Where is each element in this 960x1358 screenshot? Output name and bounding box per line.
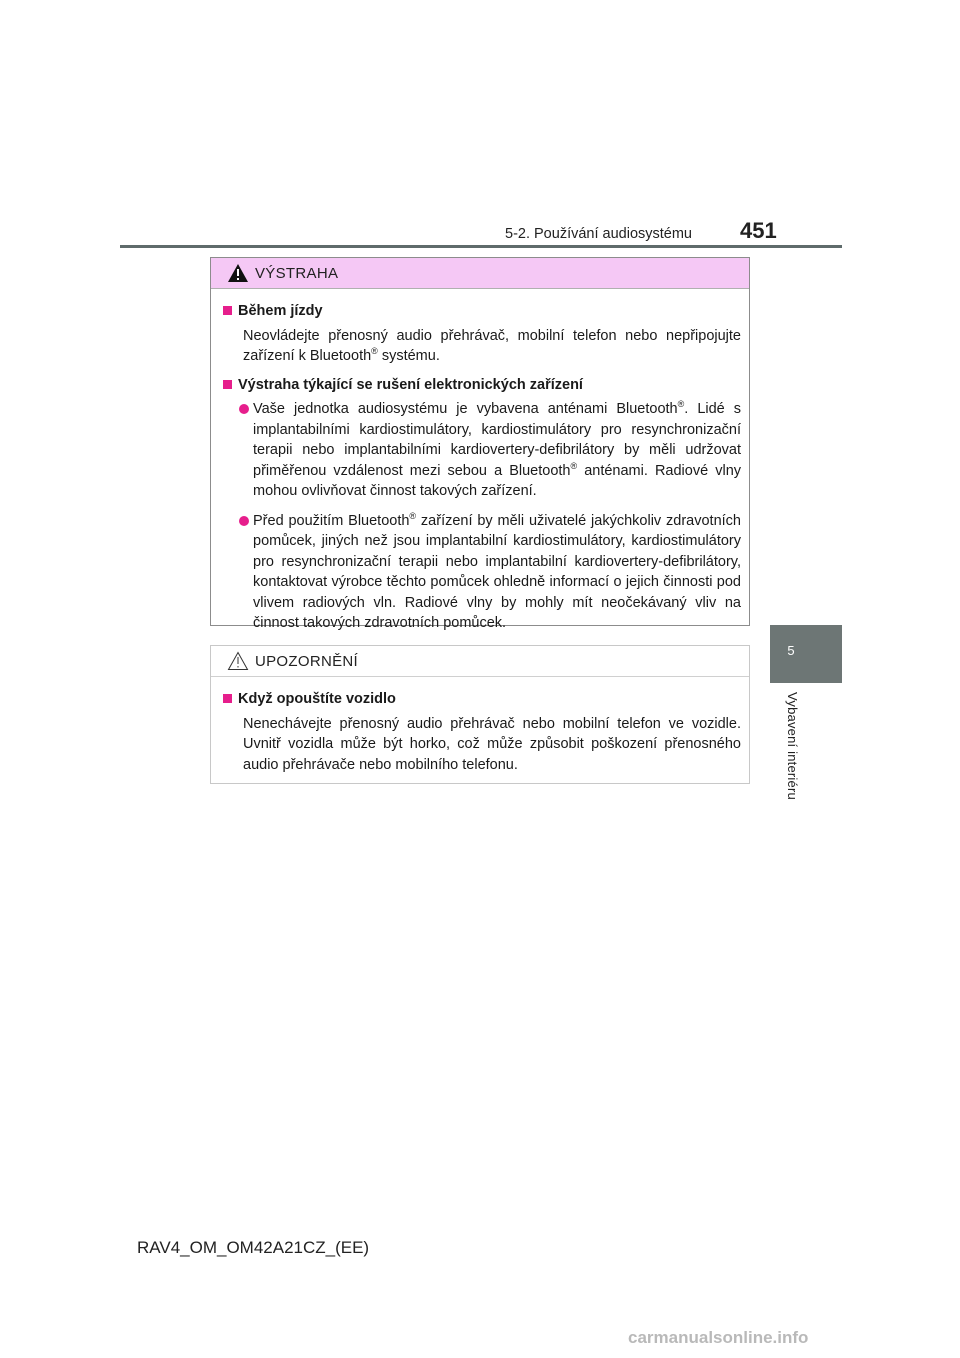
interference-heading-text: Výstraha týkající se rušení elektronických zařízení: [238, 376, 583, 393]
caution-header: [211, 646, 749, 677]
chapter-title: Vybavení interiéru: [785, 692, 800, 800]
warning-content: [211, 289, 749, 634]
driving-section: [223, 301, 741, 367]
registered-mark: ®: [371, 346, 378, 357]
list-item: [239, 399, 741, 502]
square-bullet-icon: [223, 380, 232, 389]
interference-heading: [223, 375, 741, 396]
registered-mark: ®: [677, 399, 685, 410]
square-bullet-icon: [223, 694, 232, 703]
driving-text-part2: systému.: [377, 348, 440, 364]
chapter-tab: [770, 625, 842, 683]
bullet2-part1: Před použitím Bluetooth: [253, 512, 410, 529]
page-number: 451: [740, 218, 777, 243]
caution-triangle-icon: [227, 651, 249, 671]
driving-text-part1: Neovládejte přenosný audio přehrávač, mobilní telefon nebo nepřipojujte zařízení k Bluetooth: [243, 327, 741, 364]
warning-header: [211, 258, 749, 289]
round-bullet-icon: [239, 404, 249, 414]
square-bullet-icon: [223, 306, 232, 315]
driving-text: [243, 326, 741, 367]
bullet1-part3: anténami. Radiové vlny mohou ovlivňovat činnost takových zařízení.: [253, 462, 742, 499]
interference-section: [223, 375, 741, 634]
bullet2-part2: zařízení by měli uživatelé jakýchkoliv zdravotních pomůcek, jiných než jsou implantabilní kardiostimulátory, kardiostimulátory pro resynchronizační terapii nebo implantabilní kardiovertery-defibrilátory, kontaktovat výrobce těchto pomůcek ohledně informací o jejich činnosti pod vlivem radiových vln. Radiové vlny by mohly mít neočekávaný vliv na činnost takových zdravotních pomůcek.: [253, 512, 741, 631]
warning-box: [210, 257, 750, 631]
section-title: 5-2. Používání audiosystému: [505, 226, 692, 242]
leaving-vehicle-heading-text: Když opouštíte vozidlo: [238, 691, 396, 707]
chapter-number: 5: [787, 643, 795, 658]
registered-mark: ®: [409, 510, 417, 521]
leaving-vehicle-text: Nenechávejte přenosný audio přehrávač nebo mobilní telefon ve vozidle. Uvnitř vozidla může být horko, což může způsobit poškození přenosného audio přehrávače nebo mobilního telefonu.: [243, 715, 741, 773]
warning-label: VÝSTRAHA: [255, 265, 339, 282]
leaving-vehicle-heading: [223, 689, 741, 710]
document-code: RAV4_OM_OM42A21CZ_(EE): [137, 1238, 370, 1257]
round-bullet-icon: [239, 516, 249, 526]
caution-box: [210, 645, 750, 784]
driving-heading-text: Během jízdy: [238, 303, 323, 319]
header-rule: [120, 245, 842, 248]
registered-mark: ®: [570, 460, 578, 471]
watermark: carmanualsonline.info: [628, 1328, 809, 1347]
bullet1-part2: . Lidé s implantabilními kardiostimulátory, kardiostimulátory pro resynchronizační terapii nebo implantabilními kardiovertery-defibrilátory by měli udržovat přiměřenou vzdálenost mezi sebou a Bluetooth: [253, 401, 742, 479]
caution-label: UPOZORNĚNÍ: [255, 653, 359, 670]
bullet1-part1: Vaše jednotka audiosystému je vybavena anténami Bluetooth: [253, 401, 678, 417]
list-item: [239, 511, 741, 634]
warning-triangle-icon: [227, 263, 249, 283]
driving-heading: [223, 301, 741, 322]
caution-content: [211, 677, 749, 775]
page-header: [0, 0, 960, 250]
